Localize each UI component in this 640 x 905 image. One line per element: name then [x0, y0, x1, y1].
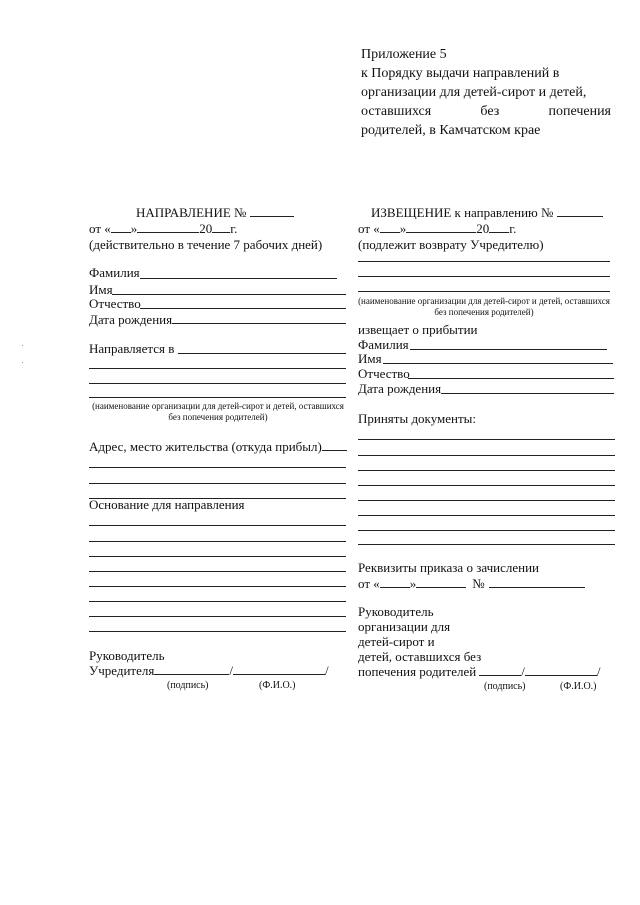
appendix-line-4: родителей, в Камчатском крае [361, 123, 541, 138]
right-patronymic-label: Отчество [358, 366, 410, 381]
notifies-label: извещает о прибытии [358, 322, 478, 337]
basis-field-6[interactable] [89, 601, 346, 602]
appendix-title: Приложение 5 [361, 47, 447, 62]
right-fio-field[interactable] [525, 675, 597, 676]
referral-date: от « » 20 г. [89, 221, 238, 236]
left-fio-field[interactable] [233, 674, 325, 675]
left-signature-field[interactable] [154, 674, 229, 675]
docs-label: Приняты документы: [358, 411, 477, 426]
referral-year-field[interactable] [212, 232, 230, 233]
left-patronymic-field[interactable] [140, 308, 346, 309]
left-name-field[interactable] [112, 294, 346, 295]
basis-field-2[interactable] [89, 541, 346, 542]
order-month-field[interactable] [416, 587, 466, 588]
sent-to-field-3[interactable] [89, 383, 346, 384]
right-signature-caption: (подпись) [484, 681, 526, 692]
docs-field-2[interactable] [358, 455, 615, 456]
referral-number-field[interactable] [250, 216, 294, 217]
right-surname-label: Фамилия [358, 337, 409, 352]
basis-field-1[interactable] [89, 525, 346, 526]
notice-return-note: (подлежит возврату Учредителю) [358, 237, 544, 252]
right-fio-caption: (Ф.И.О.) [560, 681, 597, 692]
notice-org-field-3[interactable] [358, 291, 610, 292]
order-date: от « » № [358, 577, 585, 590]
left-birthdate-field[interactable] [172, 323, 346, 324]
basis-label: Основание для направления [89, 497, 245, 512]
right-name-field[interactable] [383, 363, 613, 364]
right-birthdate-field[interactable] [441, 393, 614, 394]
left-fio-caption: (Ф.И.О.) [259, 680, 296, 691]
notice-month-field[interactable] [406, 232, 476, 233]
referral-title: НАПРАВЛЕНИЕ № [136, 206, 294, 219]
left-surname-field[interactable] [140, 278, 337, 279]
left-head-label-2: Учредителя / / [89, 663, 329, 678]
scan-speck [22, 345, 23, 346]
docs-field-8[interactable] [358, 544, 615, 545]
referral-validity: (действительно в течение 7 рабочих дней) [89, 237, 323, 252]
address-field-3[interactable] [89, 483, 346, 484]
order-number-field[interactable] [489, 587, 585, 588]
basis-field-4[interactable] [89, 571, 346, 572]
right-surname-field[interactable] [410, 349, 607, 350]
notice-title: ИЗВЕЩЕНИЕ к направлению № [371, 206, 603, 219]
appendix-header [361, 45, 611, 140]
left-patronymic-label: Отчество [89, 296, 141, 311]
order-day-field[interactable] [380, 587, 410, 588]
notice-org-field-2[interactable] [358, 276, 610, 277]
basis-field-8[interactable] [89, 631, 346, 632]
left-org-caption: (наименование организации для детей-сирот и детей, оставшихся без попечения родителей) [92, 401, 344, 422]
docs-field-1[interactable] [358, 439, 615, 440]
left-name-label: Имя [89, 282, 113, 297]
notice-number-field[interactable] [557, 216, 603, 217]
basis-field-7[interactable] [89, 616, 346, 617]
left-surname-label: Фамилия [89, 265, 140, 280]
docs-field-6[interactable] [358, 515, 615, 516]
appendix-line-3: оставшихся без попечения [361, 104, 611, 119]
sent-to-label: Направляется в [89, 341, 175, 356]
sent-to-field-2[interactable] [89, 368, 346, 369]
right-head-line-5: попечения родителей / / [358, 664, 601, 679]
sent-to-field[interactable] [178, 353, 346, 354]
right-head-line-3: детей-сирот и [358, 634, 435, 649]
address-field[interactable] [322, 450, 347, 451]
left-signature-caption: (подпись) [167, 680, 209, 691]
right-patronymic-field[interactable] [408, 378, 614, 379]
docs-field-5[interactable] [358, 500, 615, 501]
basis-field-3[interactable] [89, 556, 346, 557]
docs-field-7[interactable] [358, 530, 615, 531]
right-birthdate-label: Дата рождения [358, 381, 442, 396]
left-head-label-1: Руководитель [89, 648, 165, 663]
referral-month-field[interactable] [137, 232, 199, 233]
right-head-line-2: организации для [358, 619, 451, 634]
address-label: Адрес, место жительства (откуда прибыл) [89, 440, 347, 453]
sent-to-field-4[interactable] [89, 397, 346, 398]
right-org-caption: (наименование организации для детей-сирот и детей, оставшихся без попечения родителей) [358, 296, 610, 317]
notice-org-field-1[interactable] [358, 261, 610, 262]
right-head-line-1: Руководитель [358, 604, 434, 619]
appendix-line-1: к Порядку выдачи направлений в [361, 66, 560, 81]
order-label: Реквизиты приказа о зачислении [358, 560, 539, 575]
notice-day-field[interactable] [380, 232, 400, 233]
basis-field-5[interactable] [89, 586, 346, 587]
right-name-label: Имя [358, 351, 382, 366]
appendix-line-2: организации для детей-сирот и детей, [361, 85, 587, 100]
right-signature-field[interactable] [479, 675, 521, 676]
notice-date: от « » 20 г. [358, 221, 517, 236]
docs-field-3[interactable] [358, 470, 615, 471]
scan-speck [22, 362, 23, 363]
address-field-2[interactable] [89, 467, 346, 468]
referral-day-field[interactable] [111, 232, 131, 233]
notice-year-field[interactable] [489, 232, 509, 233]
docs-field-4[interactable] [358, 485, 615, 486]
left-birthdate-label: Дата рождения [89, 312, 173, 327]
right-head-line-4: детей, оставшихся без [358, 649, 482, 664]
